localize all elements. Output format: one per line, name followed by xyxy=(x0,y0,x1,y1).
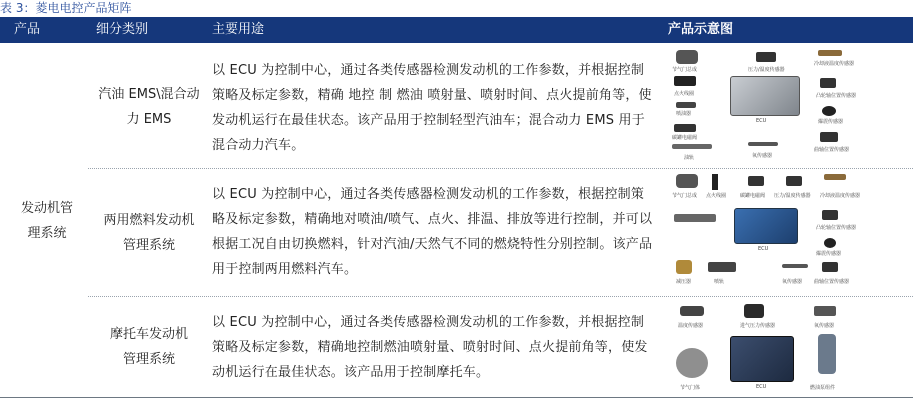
part-label: 氧传感器 xyxy=(782,279,803,285)
part-label: 燃油泵组件 xyxy=(810,385,836,391)
row1-category: 汽油 EMS\混合动力 EMS xyxy=(98,87,200,127)
gas-rail-icon xyxy=(708,262,736,272)
throttle-body-icon xyxy=(676,174,698,188)
reducer-icon xyxy=(676,260,692,274)
row3-category-cell xyxy=(90,298,208,396)
part-label: 减压器 xyxy=(676,279,692,285)
product-group-label: 发动机管理系统 xyxy=(20,201,73,241)
intake-pressure-sensor-icon xyxy=(744,304,764,318)
pressure-sensor-icon xyxy=(786,176,802,186)
part-label: 凸轮轴位置传感器 xyxy=(816,93,857,99)
canister-valve-icon xyxy=(748,176,764,186)
fuel-pump-icon xyxy=(818,334,836,374)
row3-category: 摩托车发动机管理系统 xyxy=(109,327,188,367)
cam-sensor-icon xyxy=(822,210,838,220)
part-label: 氧传感器 xyxy=(814,323,835,329)
ignition-coil-icon xyxy=(712,174,718,190)
part-label: 压力/温度传感器 xyxy=(748,67,785,73)
header-image: 产品示意图 xyxy=(668,22,734,37)
throttle-body-icon xyxy=(676,348,708,378)
part-label: 爆震传感器 xyxy=(818,119,844,125)
header-usage: 主要用途 xyxy=(212,22,265,37)
part-label: 节气门体 xyxy=(680,385,701,391)
header-product: 产品 xyxy=(14,22,41,37)
cam-sensor-icon xyxy=(820,78,836,88)
row1-product-image xyxy=(668,46,858,164)
part-label: 进气压力传感器 xyxy=(740,323,776,329)
knock-sensor-icon xyxy=(822,106,836,116)
part-label: 凸轮轴位置传感器 xyxy=(816,225,857,231)
part-label: 氧传感器 xyxy=(752,153,773,159)
ignition-coil-icon xyxy=(674,76,696,86)
part-label: 点火线圈 xyxy=(674,91,695,97)
part-label: ECU xyxy=(758,246,769,252)
part-label: 冷却液温度传感器 xyxy=(814,61,855,67)
pressure-sensor-icon xyxy=(756,52,776,62)
table-caption: 表 3：菱电电控产品矩阵 xyxy=(0,1,132,15)
throttle-body-icon xyxy=(676,50,698,64)
coolant-sensor-icon xyxy=(818,50,842,56)
crank-sensor-icon xyxy=(820,132,838,142)
part-label: 压力/温度传感器 xyxy=(774,193,811,199)
row1-category-cell xyxy=(90,46,208,168)
part-label: 点火线圈 xyxy=(706,193,727,199)
part-label: 节气门总成 xyxy=(672,193,698,199)
part-label: 爆震传感器 xyxy=(816,251,842,257)
table-header xyxy=(0,17,913,43)
oxygen-sensor-icon xyxy=(748,142,778,146)
row2-category: 两用燃料发动机管理系统 xyxy=(103,213,195,253)
fuel-rail-icon xyxy=(674,214,716,222)
temperature-sensor-icon xyxy=(680,306,704,316)
part-label: 喷轨 xyxy=(714,279,725,285)
row2-category-cell xyxy=(90,170,208,296)
part-label: 节气门总成 xyxy=(672,67,698,73)
row-separator xyxy=(88,296,913,297)
part-label: 曲轴位置传感器 xyxy=(814,279,850,285)
part-label: 碳罐电磁阀 xyxy=(740,193,766,199)
part-label: 碳罐电磁阀 xyxy=(672,135,698,141)
ecu-icon xyxy=(730,336,794,382)
part-label: 曲轴位置传感器 xyxy=(814,147,850,153)
row3-usage: 以 ECU 为控制中心，通过各类传感器检测发动机的工作参数，并根据控制策略及标定参数，精确地控制燃油喷射量、喷射时间、点火提前角等，使发动机运行在最佳状态。该产品用于控制摩托车。 xyxy=(212,315,648,380)
ecu-icon xyxy=(734,208,798,244)
table-bottom-rule xyxy=(0,397,913,398)
ecu-icon xyxy=(730,76,800,116)
part-label: 喷油器 xyxy=(676,111,692,117)
header-category: 细分类别 xyxy=(96,22,149,37)
product-group-cell xyxy=(10,46,84,396)
part-label: ECU xyxy=(756,118,767,124)
part-label: 冷却液温度传感器 xyxy=(820,193,861,199)
part-label: 油轨 xyxy=(684,155,695,161)
row2-product-image xyxy=(668,170,861,292)
row3-product-image xyxy=(668,300,858,394)
part-label: 温度传感器 xyxy=(678,323,704,329)
canister-valve-icon xyxy=(674,124,696,132)
oxygen-sensor-icon xyxy=(782,264,808,268)
injector-icon xyxy=(676,102,696,108)
crank-sensor-icon xyxy=(822,262,838,272)
row1-usage: 以 ECU 为控制中心，通过各类传感器检测发动机的工作参数，并根据控制策略及标定参数，精确 地控 制 燃油 喷射量、喷射时间、点火提前角等，使发动机运行在最佳状态。该产品用于控制轻型汽油车；混合动力 EMS 用于混合动力汽车。 xyxy=(212,63,652,153)
row-separator xyxy=(88,168,913,169)
row2-usage: 以 ECU 为控制中心，通过各类传感器检测发动机的工作参数，根据控制策略及标定参数，精确地对喷油/喷气、点火、排温、排放等进行控制，并可以根据工况自由切换燃料，针对汽油/天然气不同的燃烧特性分别控制。该产品用于控制两用燃料汽车。 xyxy=(212,187,653,277)
coolant-sensor-icon xyxy=(824,174,846,180)
fuel-rail-icon xyxy=(672,144,712,149)
knock-sensor-icon xyxy=(824,238,836,248)
part-label: ECU xyxy=(756,384,767,390)
oxygen-sensor-icon xyxy=(814,306,836,316)
